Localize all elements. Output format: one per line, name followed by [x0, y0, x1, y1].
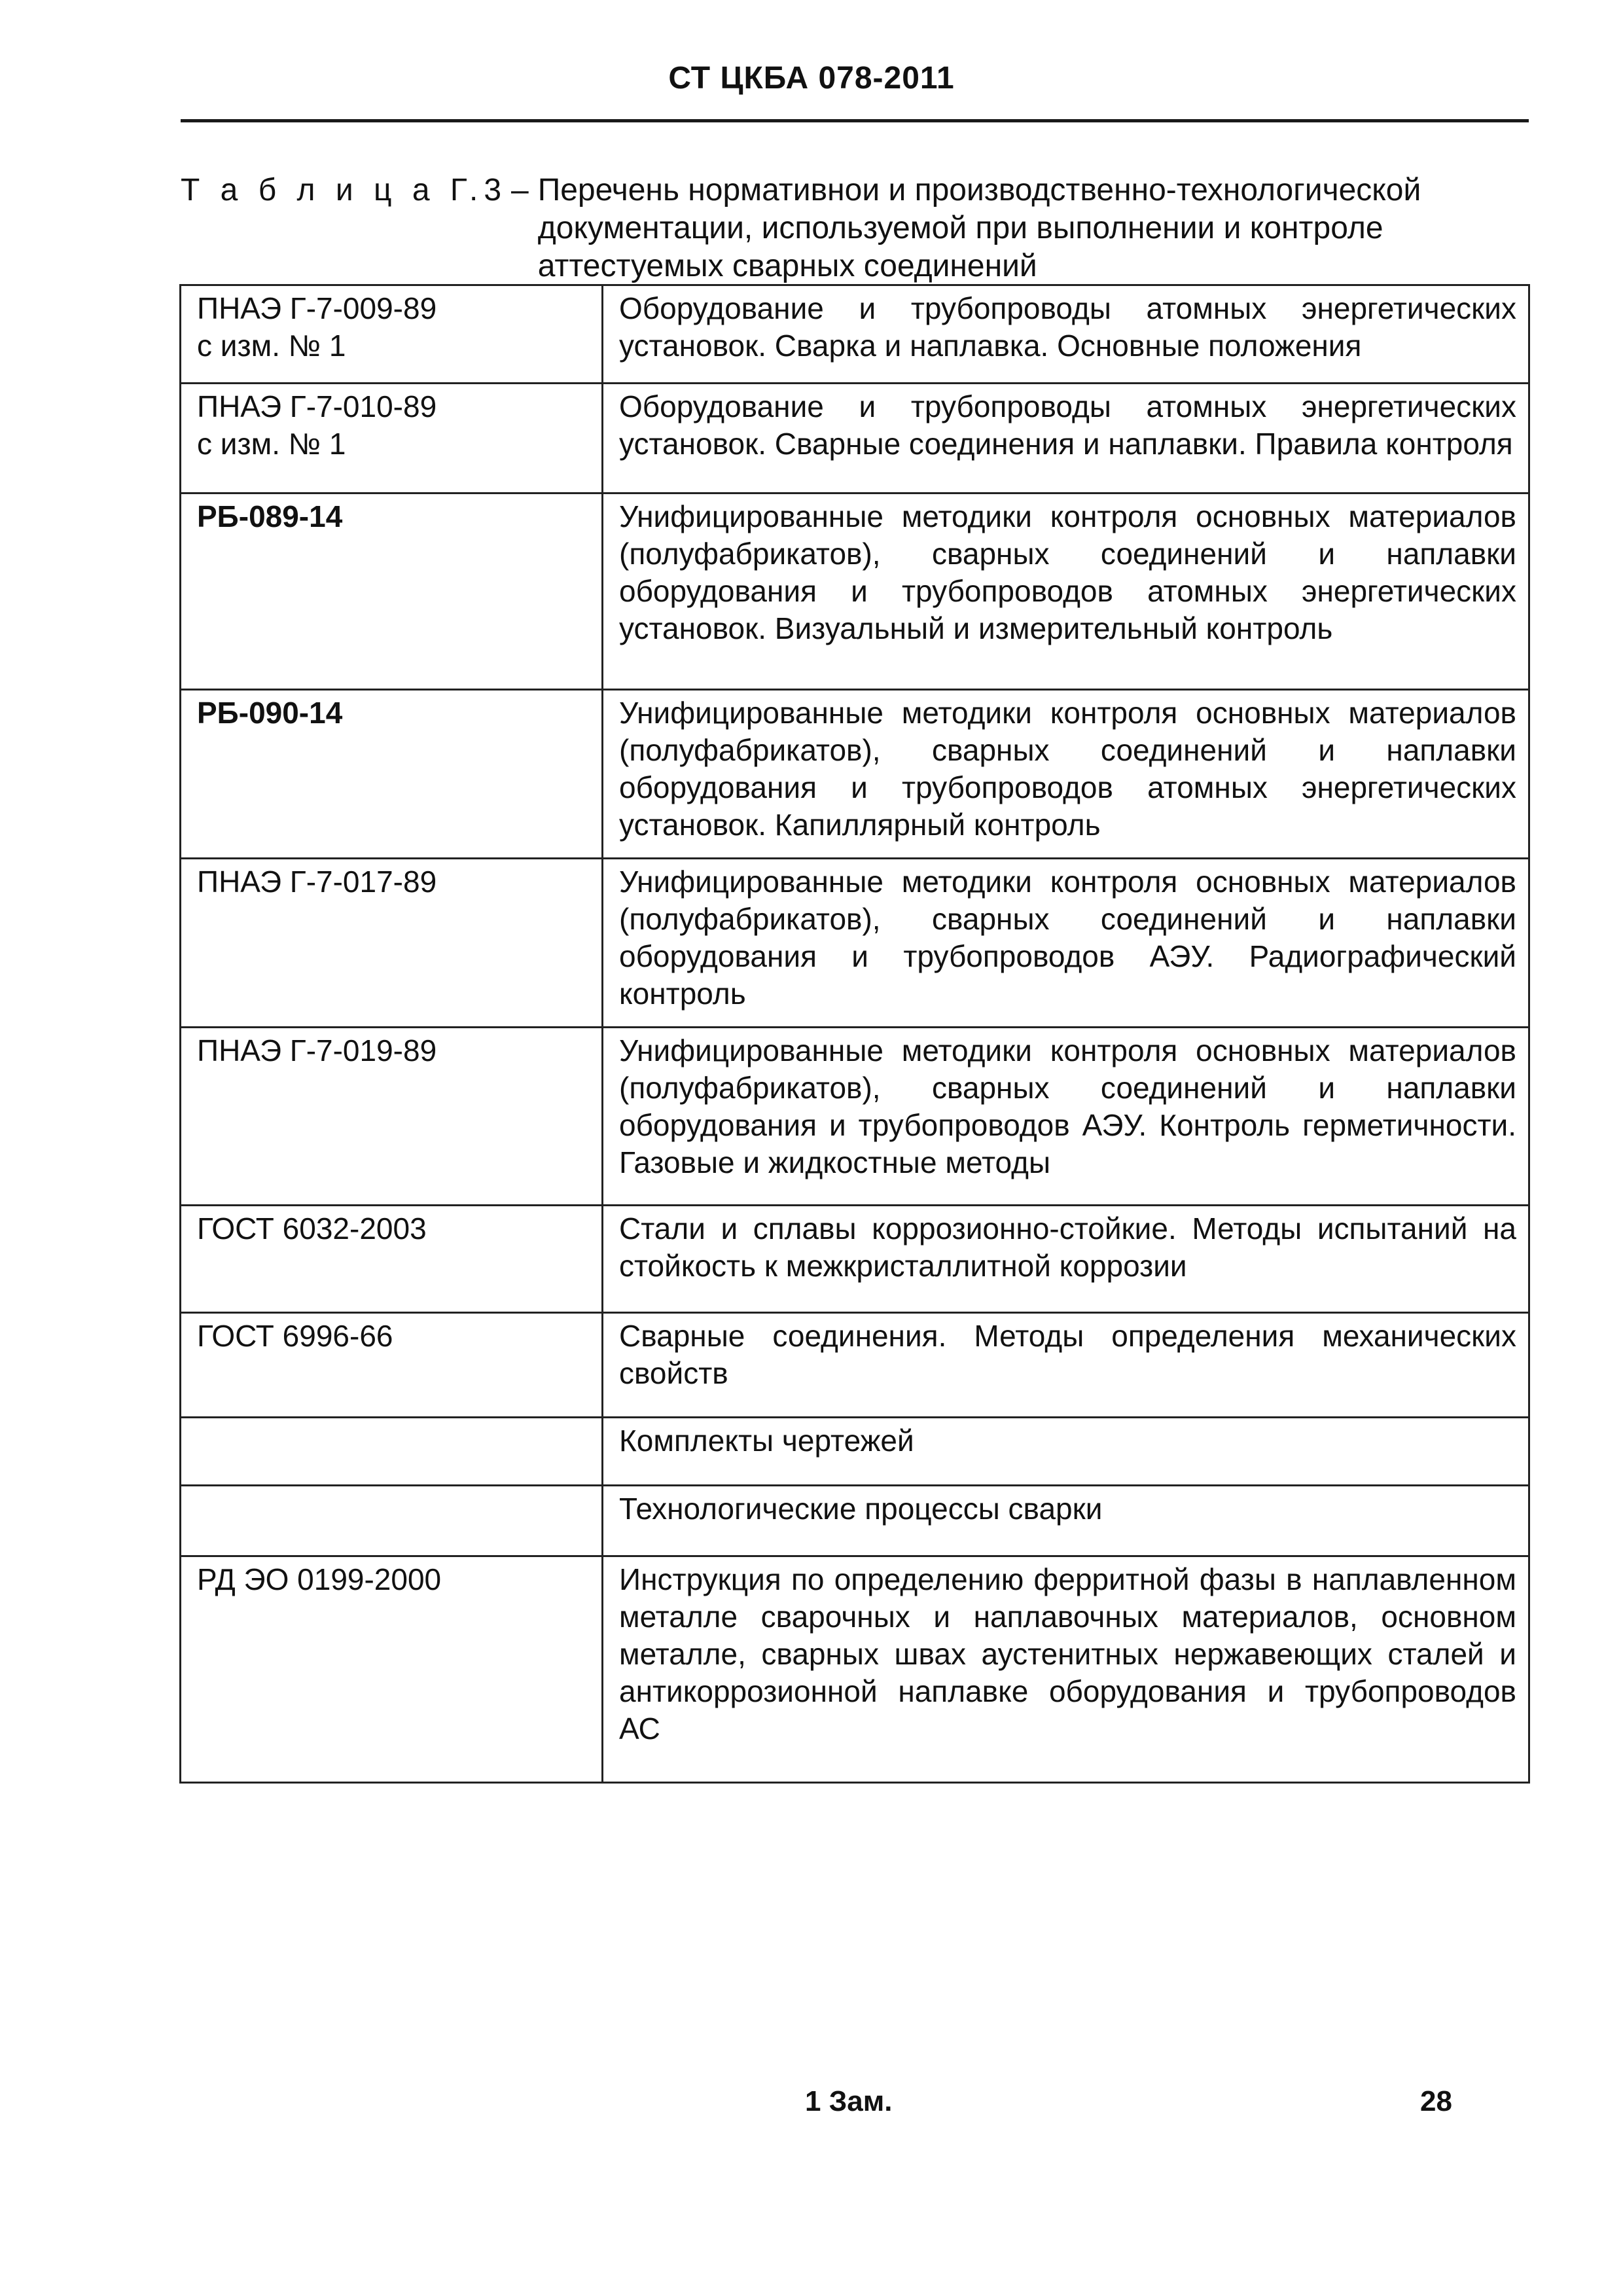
table-row — [181, 1206, 1529, 1313]
table-row — [181, 1028, 1529, 1206]
document-amendment: с изм. № 1 — [197, 427, 346, 461]
document-code-cell — [181, 493, 603, 690]
table-row — [181, 1556, 1529, 1783]
document-code-cell — [181, 1313, 603, 1418]
document-code: РБ-090-14 — [197, 696, 343, 730]
documents-table-body — [181, 285, 1529, 1783]
document-title: Унифицированные методики контроля основных материалов (полуфабрикатов), сварных соединений и наплавки оборудования и трубопроводов атомных энергетических установок. Визуальный и измерительный контроль — [603, 493, 1529, 690]
document-code-cell — [181, 1418, 603, 1486]
document-title: Комплекты чертежей — [603, 1418, 1529, 1486]
document-title: Стали и сплавы коррозионно-стойкие. Методы испытаний на стойкость к межкристаллитной коррозии — [603, 1206, 1529, 1313]
document-code-cell — [181, 690, 603, 859]
document-header: СТ ЦКБА 078-2011 — [668, 61, 955, 96]
document-code: ПНАЭ Г-7-010-89 — [197, 389, 437, 423]
document-title: Унифицированные методики контроля основных материалов (полуфабрикатов), сварных соединений и наплавки оборудования и трубопроводов АЭУ. Радиографический контроль — [603, 859, 1529, 1028]
document-title: Инструкция по определению ферритной фазы в наплавленном металле сварочных и наплавочных материалов, основном металле, сварных швах аустенитных нержавеющих сталей и антикоррозионной наплавке оборудования и трубопроводов АС — [603, 1556, 1529, 1783]
table-row — [181, 384, 1529, 493]
table-row — [181, 690, 1529, 859]
document-code-cell — [181, 384, 603, 493]
table-row — [181, 1418, 1529, 1486]
document-code-cell — [181, 1206, 603, 1313]
document-code: РД ЭО 0199-2000 — [197, 1562, 442, 1596]
change-note: 1 Зам. — [805, 2085, 893, 2117]
document-amendment: с изм. № 1 — [197, 329, 346, 363]
document-code: ГОСТ 6032-2003 — [197, 1211, 427, 1246]
table-caption — [181, 171, 1424, 285]
document-code-cell — [181, 285, 603, 384]
document-code-cell — [181, 1486, 603, 1556]
page-number: 28 — [1420, 2085, 1452, 2117]
caption-text: Перечень нормативнои и производственно-технологической документации, используемой при выполнении и контроле аттестуемых сварных соединений — [537, 173, 1421, 283]
table-row — [181, 493, 1529, 690]
document-title: Сварные соединения. Методы определения механических свойств — [603, 1313, 1529, 1418]
document-title: Оборудование и трубопроводы атомных энергетических установок. Сварные соединения и наплавки. Правила контроля — [603, 384, 1529, 493]
document-title: Унифицированные методики контроля основных материалов (полуфабрикатов), сварных соединений и наплавки оборудования и трубопроводов атомных энергетических установок. Капиллярный контроль — [603, 690, 1529, 859]
table-row — [181, 285, 1529, 384]
document-code: ПНАЭ Г-7-017-89 — [197, 865, 437, 899]
header-divider — [181, 119, 1529, 122]
document-code-cell — [181, 1556, 603, 1783]
document-code: ГОСТ 6996-66 — [197, 1319, 393, 1353]
caption-label: Т а б л и ц а Г.3 — [181, 173, 508, 207]
document-code: ПНАЭ Г-7-019-89 — [197, 1033, 437, 1067]
table-row — [181, 1313, 1529, 1418]
document-title: Технологические процессы сварки — [603, 1486, 1529, 1556]
documents-table — [179, 284, 1530, 1784]
document-code-cell — [181, 859, 603, 1028]
document-code: ПНАЭ Г-7-009-89 — [197, 291, 437, 325]
document-title: Оборудование и трубопроводы атомных энергетических установок. Сварка и наплавка. Основные положения — [603, 285, 1529, 384]
document-code: РБ-089-14 — [197, 499, 343, 533]
table-row — [181, 859, 1529, 1028]
document-code-cell — [181, 1028, 603, 1206]
table-row — [181, 1486, 1529, 1556]
document-title: Унифицированные методики контроля основных материалов (полуфабрикатов), сварных соединений и наплавки оборудования и трубопроводов АЭУ. Контроль герметичности. Газовые и жидкостные методы — [603, 1028, 1529, 1206]
caption-dash: – — [511, 173, 529, 207]
